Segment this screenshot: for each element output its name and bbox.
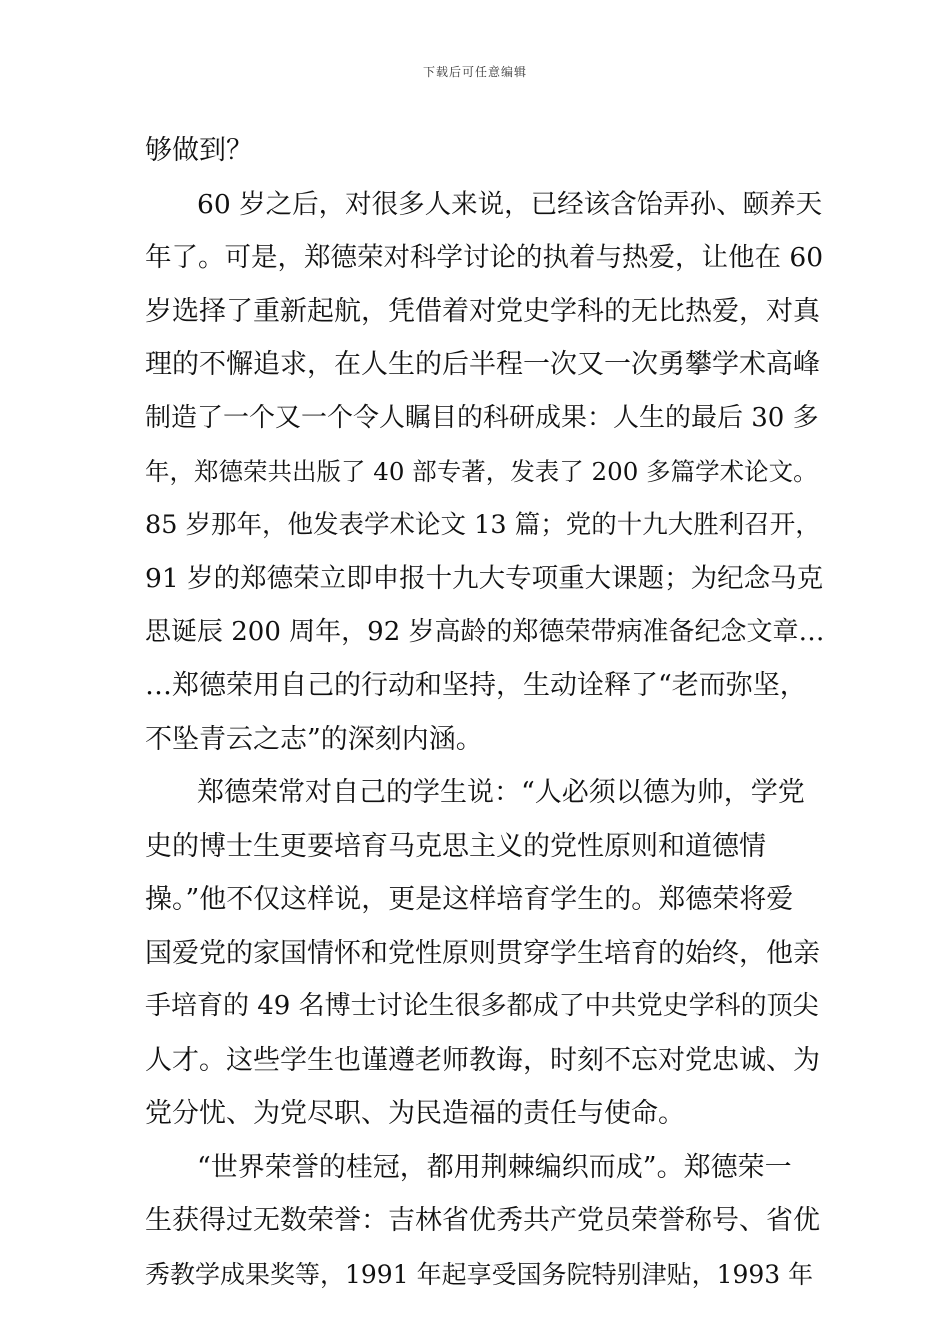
text-line: 人才。这些学生也谨遵老师教诲，时刻不忘对党忠诚、为 (145, 1044, 820, 1076)
text-line: 制造了一个又一个令人瞩目的科研成果：人生的最后 30 多 (145, 402, 819, 433)
page-header: 下载后可任意编辑 (422, 65, 527, 79)
body-text (145, 124, 825, 1301)
text-line: 史的博士生更要培育马克思主义的党性原则和道德情 (145, 830, 766, 862)
text-line: 60 岁之后，对很多人来说，已经该含饴弄孙、颐养天 (197, 188, 823, 220)
text-line: 思诞辰 200 周年，92 岁高龄的郑德荣带病准备纪念文章… (145, 616, 825, 647)
text-line: 生获得过无数荣誉：吉林省优秀共产党员荣誉称号、省优 (145, 1205, 820, 1236)
text-line: 年，郑德荣共出版了 40 部专著，发表了 200 多篇学术论文。 (145, 457, 818, 486)
text-line: 不坠青云之志”的深刻内涵。 (145, 723, 483, 755)
text-line: 国爱党的家国情怀和党性原则贯穿学生培育的始终，他亲 (145, 937, 820, 969)
text-line: 秀教学成果奖等，1991 年起享受国务院特别津贴，1993 年 (145, 1259, 814, 1289)
text-line: 够做到？ (145, 135, 253, 166)
text-line: 理的不懈追求，在人生的后半程一次又一次勇攀学术高峰 (145, 349, 820, 380)
text-line: “世界荣誉的桂冠，都用荆棘编织而成”。郑德荣一 (197, 1151, 792, 1183)
text-line: 91 岁的郑德荣立即申报十九大专项重大课题；为纪念马克 (145, 563, 824, 594)
text-line: 手培育的 49 名博士讨论生很多都成了中共党史学科的顶尖 (145, 991, 819, 1021)
text-line: 郑德荣常对自己的学生说：“人必须以德为帅，学党 (197, 777, 805, 808)
text-line: 85 岁那年，他发表学术论文 13 篇；党的十九大胜利召开， (145, 509, 821, 540)
text-line: 年了。可是，郑德荣对科学讨论的执着与热爱，让他在 60 (145, 242, 824, 273)
text-line: 操。”他不仅这样说，更是这样培育学生的。郑德荣将爱 (145, 884, 794, 915)
text-line: …郑德荣用自己的行动和坚持，生动诠释了“老而弥坚， (145, 670, 807, 701)
text-line: 党分忧、为党尽职、为民造福的责任与使命。 (145, 1098, 685, 1129)
text-line: 岁选择了重新起航，凭借着对党史学科的无比热爱，对真 (145, 295, 820, 327)
